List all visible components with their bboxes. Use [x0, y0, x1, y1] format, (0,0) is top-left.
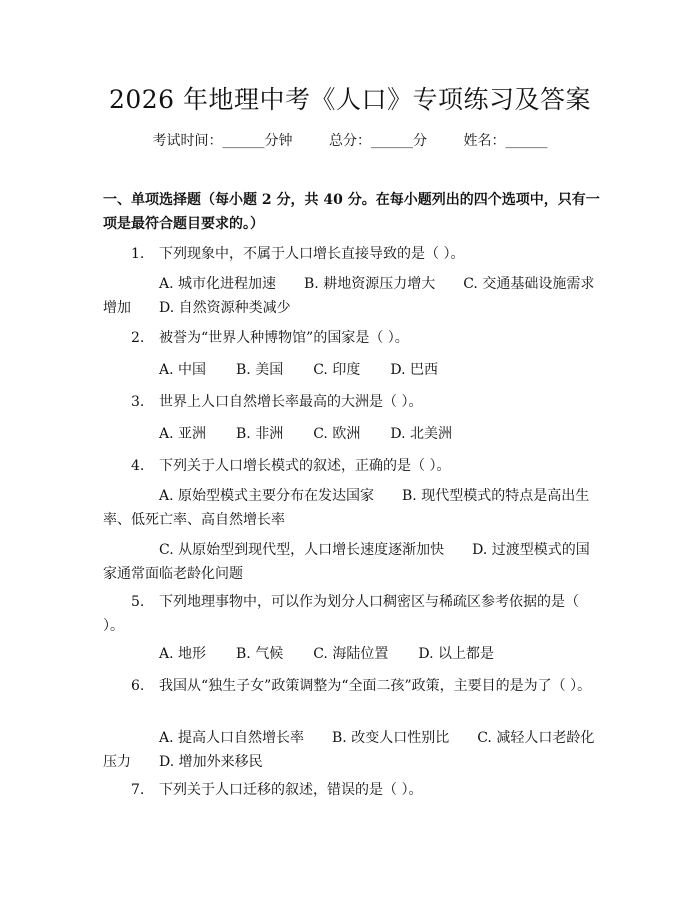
option-a: A. 原始型模式主要分布在发达国家 — [159, 488, 375, 504]
option-c: C. 交通基础设施需求增加 — [103, 276, 595, 316]
option-a: A. 提高人口自然增长率 — [159, 730, 305, 746]
question-2 — [131, 326, 601, 350]
question-stem: 下列关于人口增长模式的叙述，正确的是（ ）。 — [159, 458, 451, 474]
option-a: A. 中国 — [159, 362, 207, 378]
option-c: C. 减轻人口老龄化压力 — [103, 730, 595, 770]
option-d: D. 北美洲 — [390, 426, 452, 442]
option-d: D. 以上都是 — [418, 646, 494, 662]
option-c: C. 海陆位置 — [313, 646, 389, 662]
section-heading: 一、单项选择题（每小题 2 分，共 40 分。在每小题列出的四个选项中，只有一项是最符合题目要求的。） — [103, 192, 600, 232]
option-d: D. 过渡型模式的国家通常面临老龄化问题 — [103, 542, 590, 582]
question-1 — [131, 242, 601, 266]
option-c: C. 从原始型到现代型，人口增长速度逐渐加快 — [159, 542, 445, 558]
question-6-options — [103, 726, 601, 774]
option-a: A. 地形 — [159, 646, 207, 662]
question-stem: 世界上人口自然增长率最高的大洲是（ ）。 — [159, 394, 423, 410]
page-title: 2026 年地理中考《人口》专项练习及答案 — [108, 85, 592, 114]
question-4-options-ab — [103, 484, 601, 532]
option-a: A. 城市化进程加速 — [159, 276, 277, 292]
option-c: C. 欧洲 — [313, 426, 361, 442]
question-number: 2. — [131, 330, 145, 346]
option-b: B. 耕地资源压力增大 — [304, 276, 436, 292]
option-c: C. 印度 — [313, 362, 361, 378]
student-name-field: 姓名：______ — [463, 133, 548, 149]
question-5 — [103, 590, 601, 638]
question-stem: 我国从“独生子女”政策调整为“全面二孩”政策，主要目的是为了（ ）。 — [159, 678, 592, 694]
option-b: B. 非洲 — [236, 426, 284, 442]
exam-time-field: 考试时间：______分钟 — [152, 133, 293, 149]
question-stem: 下列地理事物中，可以作为划分人口稠密区与稀疏区参考依据的是（ ）。 — [103, 594, 579, 634]
question-number: 7. — [131, 782, 145, 798]
question-number: 6. — [131, 678, 145, 694]
question-stem: 下列关于人口迁移的叙述，错误的是（ ）。 — [159, 782, 423, 798]
total-score-field: 总分：______分 — [329, 133, 427, 149]
question-number: 4. — [131, 458, 145, 474]
question-stem: 下列现象中，不属于人口增长直接导致的是（ ）。 — [159, 246, 465, 262]
question-number: 1. — [131, 246, 145, 262]
option-d: D. 增加外来移民 — [159, 754, 263, 770]
question-1-options — [103, 272, 601, 320]
question-number: 5. — [131, 594, 145, 610]
option-b: B. 现代型模式的特点是高出生率、低死亡率、高自然增长率 — [103, 488, 590, 528]
question-3 — [131, 390, 601, 414]
question-4-options-cd — [103, 538, 601, 586]
question-stem: 被誉为“世界人种博物馆”的国家是（ ）。 — [159, 330, 409, 346]
question-number: 3. — [131, 394, 145, 410]
question-5-options — [103, 642, 601, 666]
option-b: B. 改变人口性别比 — [332, 730, 450, 746]
question-2-options — [103, 358, 601, 382]
option-b: B. 气候 — [236, 646, 284, 662]
option-d: D. 自然资源种类减少 — [159, 300, 291, 316]
exam-meta — [0, 130, 700, 152]
option-d: D. 巴西 — [390, 362, 438, 378]
question-7 — [131, 778, 601, 802]
question-3-options — [103, 422, 601, 446]
option-b: B. 美国 — [236, 362, 284, 378]
question-6 — [103, 674, 601, 698]
question-4 — [131, 454, 601, 478]
option-a: A. 亚洲 — [159, 426, 207, 442]
